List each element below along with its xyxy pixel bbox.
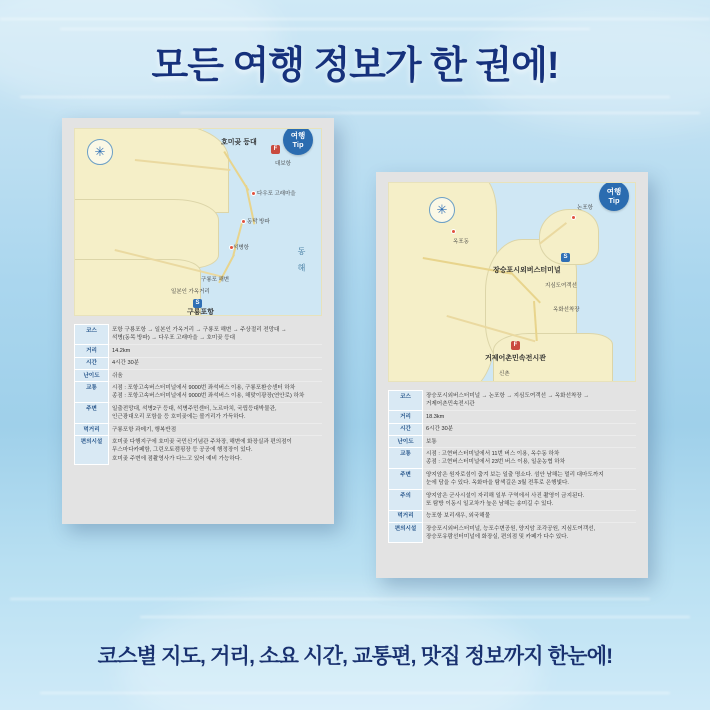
row-value [109, 370, 323, 382]
table-row [75, 403, 323, 424]
course-map-right[interactable] [388, 182, 636, 382]
row-value-line: 구룡포항 과메기, 행복반점 [112, 426, 177, 433]
row-value [109, 357, 323, 369]
map-label: 대보항 [275, 161, 291, 167]
row-value [109, 325, 323, 345]
map-label: 옥화선착장 [553, 307, 580, 313]
row-value-line: 또 탐방 이동시 일교차가 높은 남해는 송미길 수 있다. [426, 500, 554, 507]
row-value [109, 436, 323, 465]
row-value-line: 쉬움 [112, 372, 123, 379]
map-pin-start[interactable]: S [561, 253, 570, 262]
row-value-line: 종점 : 포항고속버스터미널에서 9000번 좌석버스 이용, 해맞이광장(연안로) 하차 [112, 393, 305, 400]
row-value-line: 6시간 30분 [426, 426, 454, 433]
row-value [423, 436, 637, 448]
map-end-label: 거제어촌민속전시관 [485, 355, 546, 362]
row-value-line: 시점 : 포항고속버스터미널에서 9000번 좌석버스 이용, 구룡포환승센터 하차 [112, 384, 296, 391]
page-title: 모든 여행 정보가 한 권에! [151, 45, 559, 87]
row-key: 교통 [75, 382, 109, 403]
row-value-line: 보통 [426, 438, 437, 445]
travel-tip-badge-line2: Tip [608, 196, 620, 205]
row-key: 시간 [389, 423, 423, 435]
row-key: 먹거리 [75, 424, 109, 436]
map-label: 지심도여객선 [545, 283, 577, 289]
row-value-line: 장승포시외버스터미널 → 논포항 → 지심도여객선 → 옥화선착장 → [426, 393, 589, 399]
travel-tip-badge-line1: 여행 [290, 131, 306, 140]
table-row [75, 436, 323, 465]
row-key: 시간 [75, 357, 109, 369]
row-key: 주변 [75, 403, 109, 424]
guidebook-page-right [376, 172, 648, 578]
row-key: 교통 [389, 448, 423, 469]
table-row [389, 436, 637, 448]
water-texture-streak [180, 112, 700, 114]
sea-name-label: 동 해 [297, 247, 306, 275]
row-key: 주변 [389, 469, 423, 490]
row-value [423, 469, 637, 490]
table-row [75, 424, 323, 436]
row-value-line: 거제어촌민속전시관 [426, 401, 475, 408]
table-row [75, 357, 323, 369]
map-end-label: 구룡포항 [187, 309, 215, 316]
map-label: 일본인 가옥거리 [171, 289, 210, 295]
row-value [109, 403, 323, 424]
row-key: 코스 [389, 391, 423, 411]
water-texture-streak [20, 96, 670, 98]
row-value-line: 석병(동목 방파) → 다우포 고래마을 → 호미곶 등대 [112, 335, 236, 342]
map-point[interactable] [451, 229, 456, 234]
row-key: 거리 [389, 411, 423, 423]
map-point[interactable] [241, 219, 246, 224]
water-texture-streak [10, 598, 650, 600]
row-value [423, 411, 637, 423]
row-value [423, 510, 637, 522]
row-value [423, 423, 637, 435]
row-value-line: 인근광대오리 포함을 등 호미곶에는 볼거리가 가득하다. [112, 414, 246, 421]
map-label: 옥포동 [453, 239, 469, 245]
footer-caption: 코스별 지도, 거리, 소요 시간, 교통편, 맛집 정보까지 한눈에! [97, 645, 613, 668]
table-row [389, 411, 637, 423]
row-key: 난이도 [389, 436, 423, 448]
map-point[interactable] [571, 215, 576, 220]
course-map-left[interactable] [74, 128, 322, 316]
map-title: 장승포시외버스터미널 [493, 267, 561, 274]
map-pin-start[interactable]: S [193, 299, 202, 308]
row-value-line: 양지암은 군사시설이 자리해 일부 구역에서 사진 촬영이 금지된다. [426, 492, 585, 499]
row-key: 편의시설 [75, 436, 109, 465]
table-row [389, 490, 637, 511]
table-row [389, 469, 637, 490]
table-row [75, 325, 323, 345]
row-value-line: 종점 : 고현버스터미널에서 23번 버스 이용, 일운농협 하차 [426, 459, 566, 466]
course-info-table-left [74, 324, 322, 465]
row-key: 거리 [75, 345, 109, 357]
table-row [75, 370, 323, 382]
row-value-line: 14.2km [112, 347, 131, 354]
water-texture-streak [140, 616, 690, 618]
row-value-line: 호미곶 다행지구에 호미곶 국민신기념관 주차장, 해변에 화장실과 편의점이 [112, 438, 292, 445]
row-key: 코스 [75, 325, 109, 345]
compass-icon: ✳ [87, 139, 113, 165]
table-row [389, 391, 637, 411]
map-label: 신촌 [499, 371, 510, 377]
travel-tip-badge-line1: 여행 [606, 187, 622, 196]
water-texture-streak [60, 28, 590, 30]
row-value-line: 장승포시외버스터미널, 능포수변공원, 양지암 조각공원, 지심도여객선, [426, 525, 596, 532]
map-label: 구룡포 해변 [201, 277, 230, 283]
map-label: 논포항 [577, 205, 593, 211]
row-value-line: 장승포유람선터미널에 화장실, 편의점 및 카페가 다수 있다. [426, 534, 569, 541]
guidebook-page-left [62, 118, 334, 524]
compass-icon: ✳ [429, 197, 455, 223]
map-title: 호미곶 등대 [221, 139, 257, 146]
row-value [109, 424, 323, 436]
row-value-line: 무스마다카페함, 그린오토캠핑장 등 공공에 행정장이 있다. [112, 447, 253, 454]
table-row [75, 345, 323, 357]
map-label: 석병항 [233, 245, 249, 251]
table-row [75, 382, 323, 403]
row-value [423, 523, 637, 543]
row-key: 먹거리 [389, 510, 423, 522]
travel-tip-badge-line2: Tip [292, 140, 304, 149]
row-value [109, 345, 323, 357]
table-row [389, 523, 637, 543]
row-key: 주의 [389, 490, 423, 511]
row-key: 난이도 [75, 370, 109, 382]
row-value-line: 일출전망대, 석병2구 등대, 석병주민센터, 노르마치, 국립등대박물관, [112, 405, 277, 412]
row-value [109, 382, 323, 403]
map-label: 동막 방파 [247, 219, 270, 225]
row-value-line: 눈에 담을 수 있다. 옥화마을 탐색길은 3월 전후로 은행빛다. [426, 480, 569, 487]
row-value-line: 양지암은 원자로섬이 춤겨 보는 일출 명소다. 섬안 남해는 멀리 대마도까지 [426, 471, 604, 478]
map-pin-finish[interactable]: F [271, 145, 280, 154]
row-value [423, 448, 637, 469]
row-value-line: 호미곶 주변에 점촬영사가 다느고 있어 예비 가능하다. [112, 455, 242, 462]
water-texture-streak [40, 692, 670, 694]
map-pin-finish[interactable]: F [511, 341, 520, 350]
table-row [389, 448, 637, 469]
row-value-line: 능포항 보리새우, 외국해물 [426, 513, 491, 520]
row-value-line: 포항 구룡포항 → 일본인 가옥거리 → 구룡포 해변 → 주상절리 전망대 → [112, 327, 287, 333]
row-key: 편의시설 [389, 523, 423, 543]
map-label: 다우포 고래마을 [257, 191, 296, 197]
water-texture-streak [0, 18, 710, 20]
row-value [423, 490, 637, 511]
row-value-line: 4시간 30분 [112, 360, 140, 367]
table-row [389, 510, 637, 522]
row-value-line: 시점 : 고현버스터미널에서 11번 버스 이용, 옥수동 하차 [426, 450, 560, 457]
table-row [389, 423, 637, 435]
map-point[interactable] [251, 191, 256, 196]
travel-tip-badge[interactable] [599, 182, 629, 211]
course-info-table-right [388, 390, 636, 543]
row-value [423, 391, 637, 411]
row-value-line: 18.3km [426, 413, 445, 420]
